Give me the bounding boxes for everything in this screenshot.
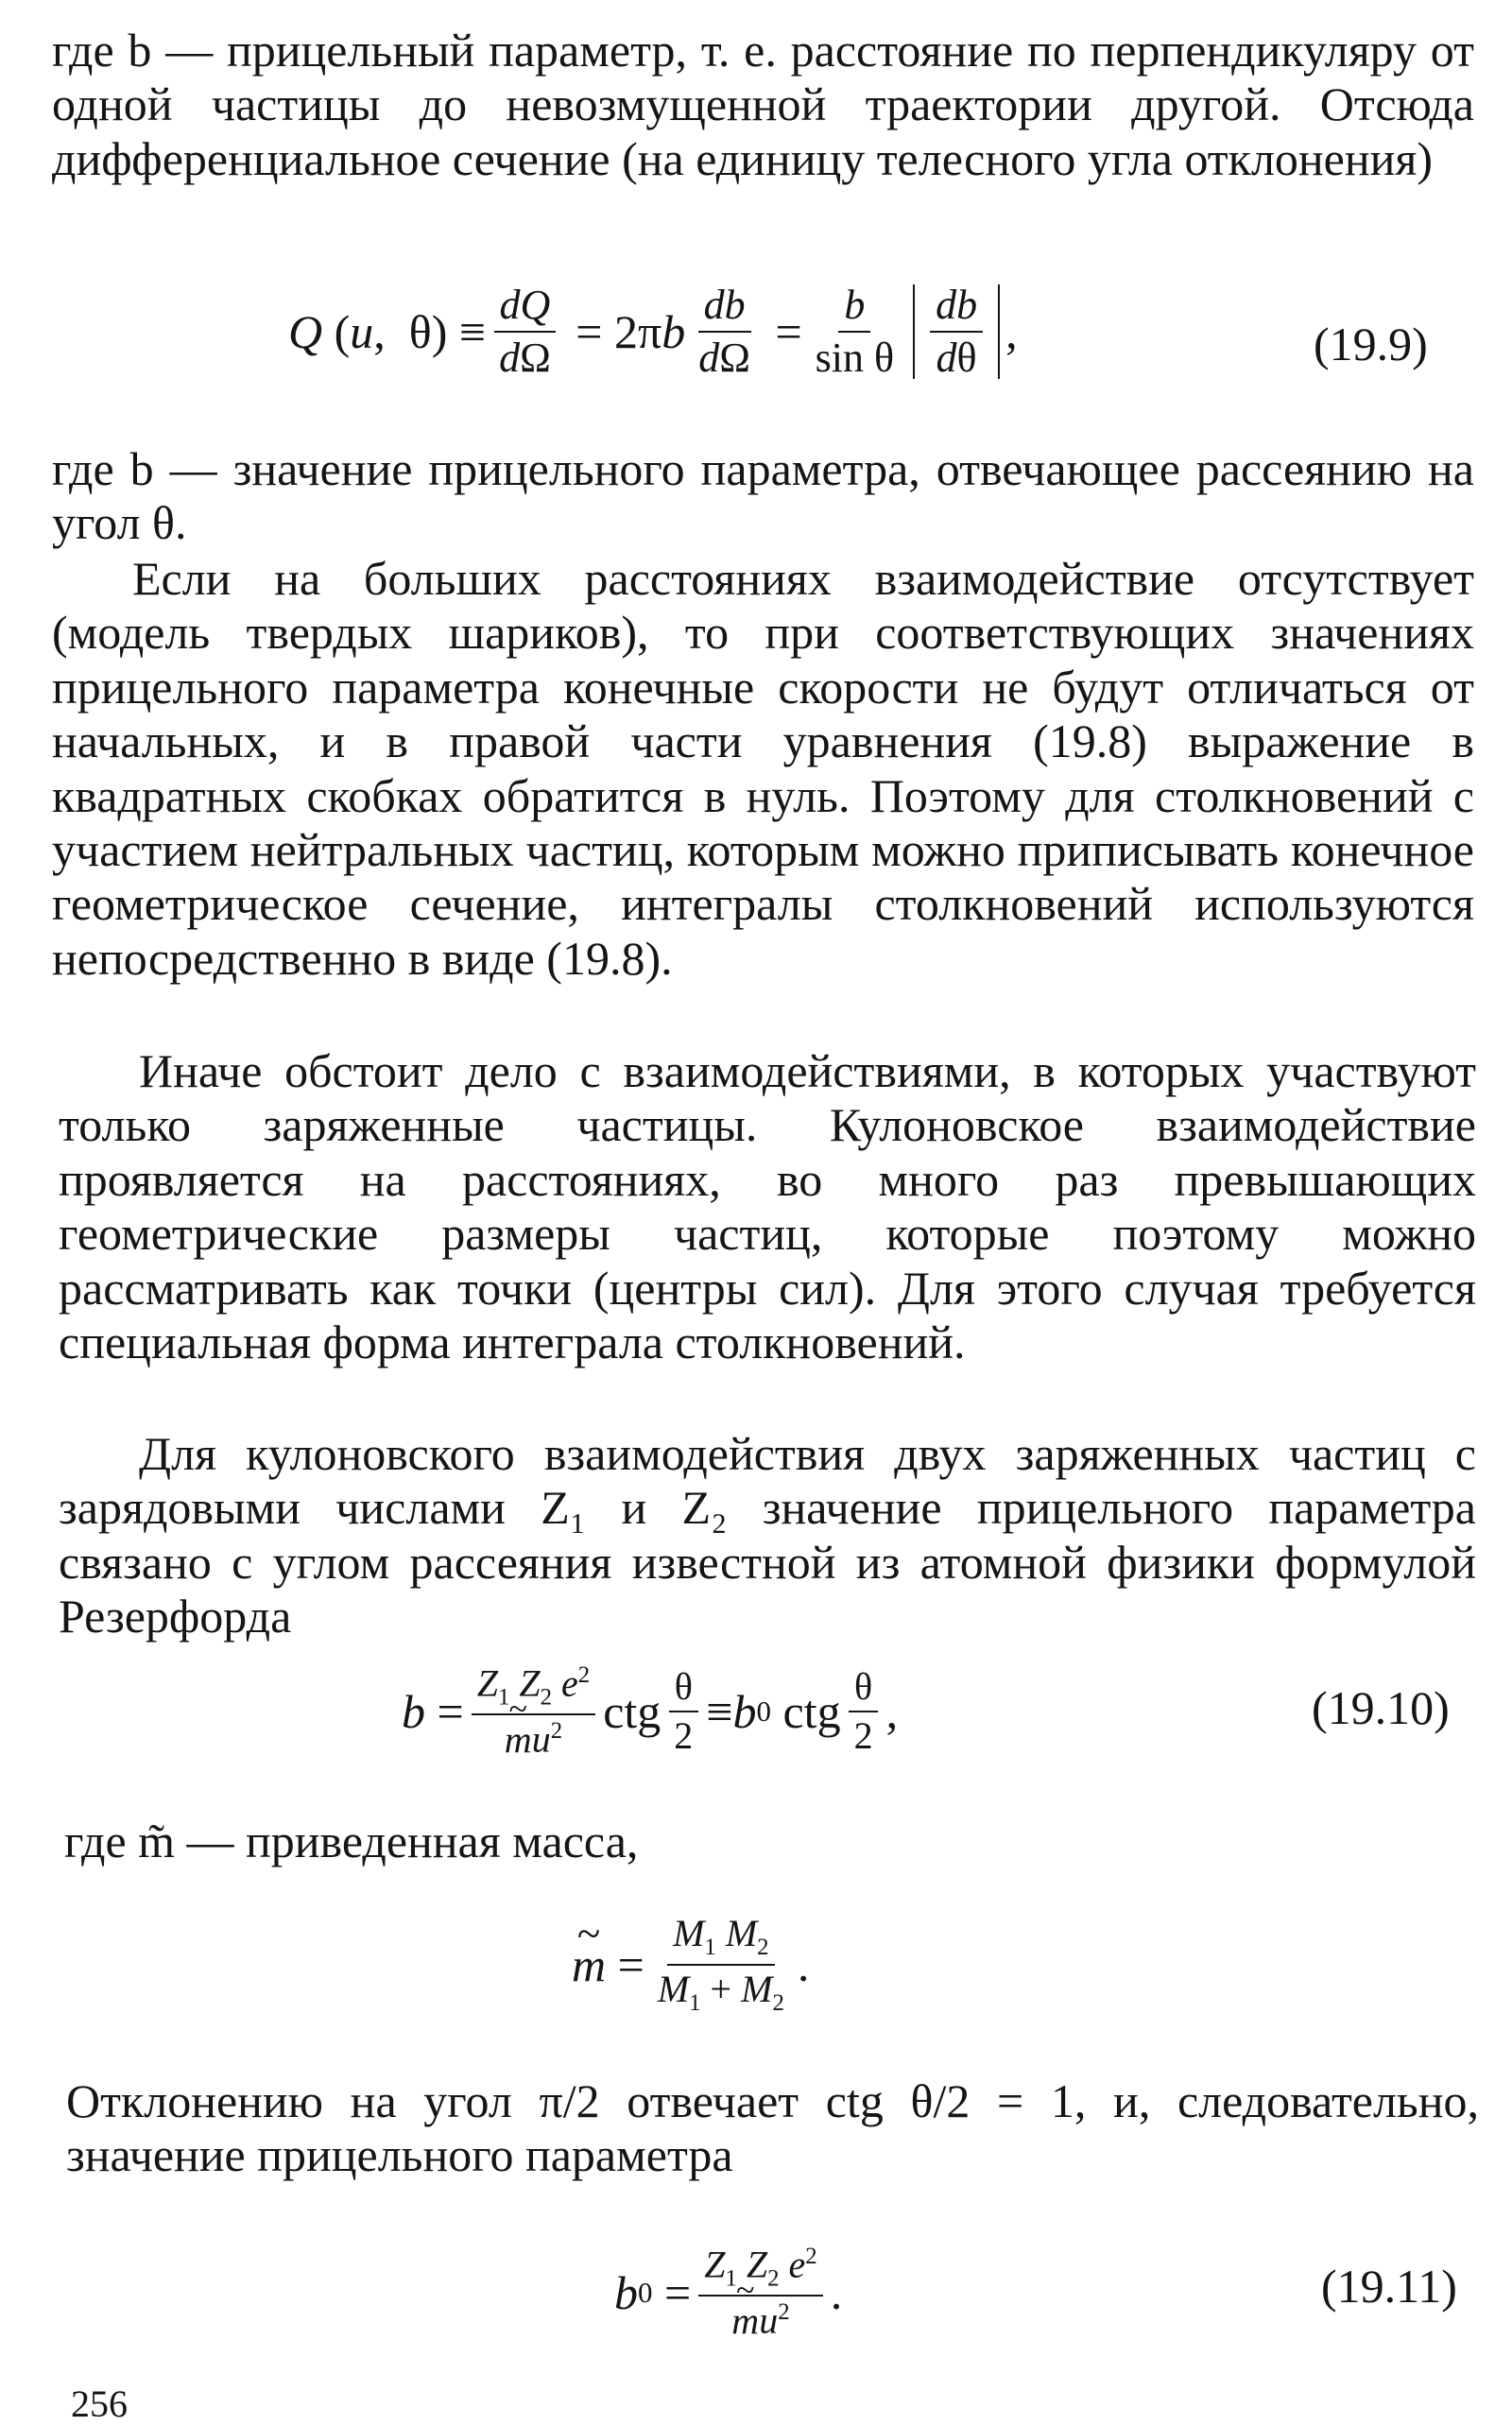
- equation-19-10: b = $Z_1$ $Z_2$ $e^2$ ~ $mu^2$ ctg $\frac{\theta}{2}$ ≡ b 0 ctg $\frac{\theta}{2}$ ,: [402, 1663, 898, 1760]
- equation-number-19-10: (19.10): [1312, 1681, 1450, 1734]
- paragraph-5: Для кулоновского взаимодействия двух заряженных частиц с зарядовыми числами Z₁ и Z₂ значение прицельного параметра связано с углом рассеяния известной из атомной физики формулой Резерфорда: [59, 1427, 1476, 1643]
- paragraph-1: где b — прицельный параметр, т. е. расстояние по перпендикуляру от одной частицы до невозмущенной траектории другой. Отсюда дифференциальное сечение (на единицу телесного угла отклонения): [52, 24, 1474, 185]
- paragraph-7: Отклонению на угол π/2 отвечает ctg θ/2 = 1, и, следовательно, значение прицельного параметра: [66, 2074, 1479, 2182]
- paragraph-4: Иначе обстоит дело с взаимодействиями, в которых участвуют только заряженные частицы. Кулоновское взаимодействие проявляется на расстояниях, во много раз превышающих геометрические размеры частиц, которые поэтому можно рассматривать как точки (центры сил). Для этого случая требуется специальная форма интеграла столкновений.: [59, 1044, 1476, 1369]
- equation-19-11: b 0 = $Z_1$ $Z_2$ $e^2$ ~ $mu^2$ .: [614, 2245, 842, 2341]
- equation-number-19-11: (19.11): [1321, 2260, 1457, 2313]
- paragraph-6: где m̃ — приведенная масса,: [64, 1815, 639, 1867]
- equation-number-19-9: (19.9): [1314, 318, 1428, 370]
- equation-19-9: Q ( u , θ) ≡ $\frac{dQ}{d\Omega}$ = 2π b $\frac{db}{d\Omega}$ = $\frac{b}{\text{sin θ}}$ $\frac{db}{d\theta}$ ,: [288, 282, 1018, 382]
- page-number: 256: [71, 2383, 128, 2425]
- paragraph-2: где b — значение прицельного параметра, отвечающее рассеянию на угол θ.: [52, 442, 1474, 550]
- equation-reduced-mass: ~ m = $\frac{M_1 M_2}{M_1 + M_2}$ .: [572, 1914, 809, 2016]
- paragraph-3: Если на больших расстояниях взаимодействие отсутствует (модель твердых шариков), то при соответствующих значениях прицельного параметра конечные скорости не будут отличаться от начальных, и в правой части уравнения (19.8) выражение в квадратных скобках обратится в нуль. Поэтому для столкновений с участием нейтральных частиц, которым можно приписывать конечное геометрическое сечение, интегралы столкновений используются непосредственно в виде (19.8).: [52, 552, 1474, 985]
